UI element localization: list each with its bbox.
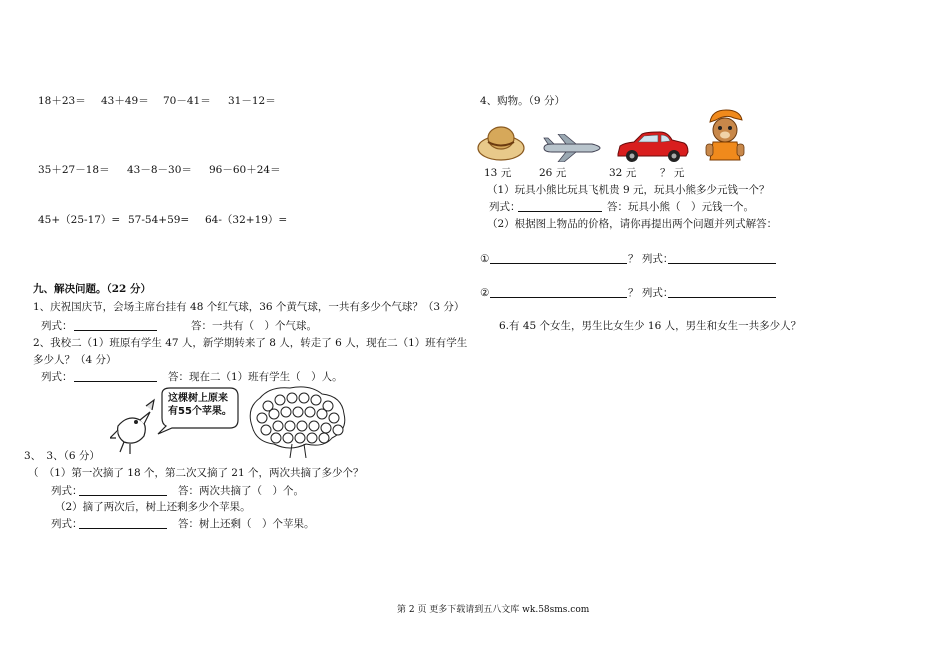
calc-3-3: 64-（32+19）= — [205, 214, 288, 226]
bird-apple-tree-illustration — [110, 386, 350, 458]
hat-icon — [476, 122, 526, 162]
q4-sub1-formula-label: 列式： — [489, 201, 521, 213]
speech-bubble-text: 这棵树上原来有55个苹果。 — [168, 393, 232, 417]
q3-sub2: （2）摘了两次后，树上还剩多少个苹果。 — [55, 501, 251, 513]
calc-3-2: 57-54+59= — [128, 214, 190, 226]
q3-sub2-formula-label: 列式： — [51, 518, 83, 530]
q3-sub2-answer: 答：树上还剩（ ）个苹果。 — [178, 518, 315, 530]
q3-sub1-formula-blank[interactable] — [79, 495, 167, 496]
q2-text-line1: 2、我校二（1）班原有学生 47 人，新学期转来了 8 人，转走了 6 人，现在二（1）班有学生 — [33, 337, 468, 349]
calc-1-2: 43＋49＝ — [101, 95, 149, 107]
price-bear: ？ 元 — [660, 167, 685, 179]
q4-question1-blank[interactable] — [490, 263, 627, 264]
q1-formula-label: 列式： — [41, 320, 73, 332]
calc-3-1: 45+（25-17）= — [38, 214, 121, 226]
section-9-title: 九、解决问题。（22 分） — [33, 283, 152, 295]
q4-line2-prefix: ② — [480, 287, 490, 299]
q4-sub1-answer: 答：玩具小熊（ ）元钱一个。 — [607, 201, 754, 213]
calc-2-2: 43－8－30＝ — [127, 164, 192, 176]
car-icon — [614, 130, 690, 164]
bird-icon — [110, 400, 154, 454]
q3-sub1-formula-label: 列式： — [51, 485, 83, 497]
q2-formula-blank[interactable] — [74, 381, 157, 382]
calc-1-4: 31－12＝ — [228, 95, 276, 107]
q1-answer: 答：一共有（ ）个气球。 — [191, 320, 317, 332]
q2-text-line2: 多少人？（4 分） — [33, 354, 117, 366]
q4-question2-blank[interactable] — [490, 297, 627, 298]
airplane-icon — [540, 134, 602, 162]
q6-text: 6.有 45 个女生，男生比女生少 16 人，男生和女生一共多少人？ — [499, 320, 802, 332]
calc-1-1: 18＋23＝ — [38, 95, 86, 107]
price-hat: 13 元 — [484, 167, 512, 179]
q4-line2-mid: ？ 列式： — [628, 287, 674, 299]
q1-text: 1、庆祝国庆节，会场主席台挂有 48 个红气球，36 个黄气球，一共有多少个气球？（3 分） — [33, 301, 465, 313]
q3-sub2-formula-blank[interactable] — [79, 528, 167, 529]
q3-number: 3、 3、（6 分） — [24, 450, 100, 462]
page-footer: 第 2 页 更多下载请到五八文库 wk.58sms.com — [397, 605, 590, 615]
q3-sub1: （ （1）第一次摘了 18 个，第二次又摘了 21 个，两次共摘了多少个？ — [28, 467, 364, 479]
q4-sub1-formula-blank[interactable] — [518, 211, 602, 212]
calc-2-1: 35＋27－18＝ — [38, 164, 110, 176]
q4-title: 4、购物。（9 分） — [480, 95, 565, 107]
calc-2-3: 96－60＋24＝ — [209, 164, 281, 176]
q4-formula1-blank[interactable] — [668, 263, 776, 264]
q4-line1-mid: ？ 列式： — [628, 253, 674, 265]
q1-formula-blank[interactable] — [74, 330, 157, 331]
q2-answer: 答：现在二（1）班有学生（ ）人。 — [168, 371, 343, 383]
toy-bear-icon — [704, 108, 746, 164]
q4-formula2-blank[interactable] — [668, 297, 776, 298]
price-airplane: 26 元 — [539, 167, 567, 179]
speech-bubble — [158, 388, 238, 434]
q4-line1-prefix: ① — [480, 253, 490, 265]
calc-1-3: 70－41＝ — [163, 95, 211, 107]
apple-tree-icon — [250, 387, 345, 458]
q3-sub1-answer: 答：两次共摘了（ ）个。 — [178, 485, 304, 497]
q4-sub1: （1）玩具小熊比玩具飞机贵 9 元，玩具小熊多少元钱一个？ — [487, 184, 770, 196]
q2-formula-label: 列式： — [41, 371, 73, 383]
price-car: 32 元 — [609, 167, 637, 179]
q4-sub2: （2）根据图上物品的价格，请你再提出两个问题并列式解答： — [487, 218, 778, 230]
